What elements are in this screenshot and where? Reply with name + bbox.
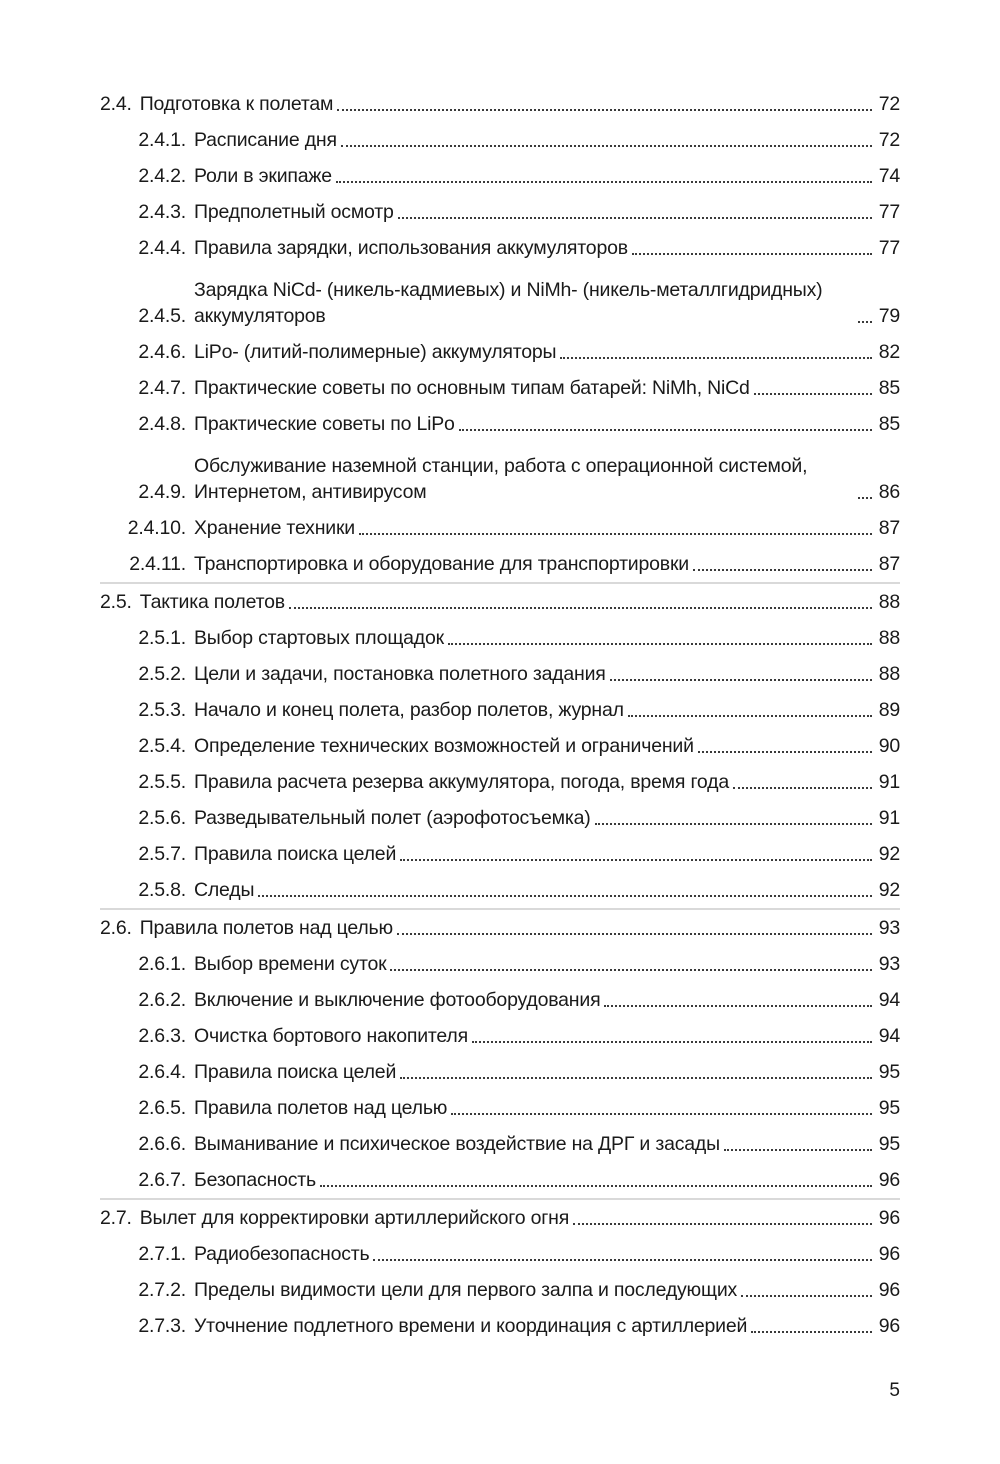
toc-dot-leader <box>560 357 872 359</box>
toc-entry-number: 2.5.7. <box>138 843 186 865</box>
toc-dot-leader <box>341 145 872 147</box>
toc-entry-page: 85 <box>878 413 900 435</box>
toc-entry-title: Хранение техники <box>194 517 355 539</box>
toc-dot-leader <box>398 217 872 219</box>
toc-entry-page: 96 <box>878 1169 900 1191</box>
toc-entry-page: 87 <box>878 517 900 539</box>
toc-entry-number: 2.6.6. <box>138 1133 186 1155</box>
toc-entry-title: LiPo- (литий-полимерные) аккумуляторы <box>194 341 557 363</box>
toc-entry-title: Выбор времени суток <box>194 953 387 975</box>
toc-entry-title: Уточнение подлетного времени и координация с артиллерией <box>194 1315 748 1337</box>
toc-dot-leader <box>733 787 872 789</box>
toc-dot-leader <box>320 1185 872 1187</box>
toc-entry-page: 72 <box>878 129 900 151</box>
toc-dot-leader <box>390 969 872 971</box>
toc-entry-title-wrap <box>194 987 878 1013</box>
toc-entry-page: 94 <box>878 989 900 1011</box>
toc-entry-title: Обслуживание наземной станции, работа с операционной системой, Интернетом, антивирусом <box>194 455 808 503</box>
toc-entry-title-wrap <box>194 1167 878 1193</box>
toc-entry-page: 90 <box>878 735 900 757</box>
toc-entry-number: 2.6.1. <box>138 953 186 975</box>
toc-dot-leader <box>741 1295 872 1297</box>
toc-entry-title: Практические советы по основным типам батарей: NiMh, NiCd <box>194 377 750 399</box>
toc-entry-title: Начало и конец полета, разбор полетов, журнал <box>194 699 624 721</box>
toc-entry-title: Вылет для корректировки артиллерийского огня <box>139 1207 570 1229</box>
toc-subsection-entry[interactable] <box>100 266 900 334</box>
toc-entry-title: Правила поиска целей <box>194 1061 397 1083</box>
toc-entry-page: 74 <box>878 165 900 187</box>
toc-subsection-entry[interactable] <box>100 836 900 872</box>
toc-entry-title: Цели и задачи, постановка полетного задания <box>194 663 606 685</box>
toc-dot-leader <box>698 751 872 753</box>
toc-entry-number: 2.6.4. <box>138 1061 186 1083</box>
toc-entry-number: 2.5.4. <box>138 735 186 757</box>
toc-entry-title-wrap <box>140 589 878 615</box>
toc-dot-leader <box>400 859 872 861</box>
toc-dot-leader <box>336 181 872 183</box>
toc-entry-title-wrap <box>194 199 878 225</box>
toc-entry-number: 2.5. <box>100 591 132 613</box>
toc-entry-number: 2.4.8. <box>138 413 186 435</box>
toc-section-entry[interactable] <box>100 582 900 620</box>
toc-entry-number: 2.4.1. <box>138 129 186 151</box>
toc-entry-title: Практические советы по LiPo <box>194 413 455 435</box>
toc-dot-leader <box>400 1077 872 1079</box>
toc-entry-number: 2.4.4. <box>138 237 186 259</box>
toc-entry-page: 91 <box>878 771 900 793</box>
toc-entry-title-wrap <box>194 163 878 189</box>
toc-entry-title-wrap <box>194 411 878 437</box>
toc-dot-leader <box>289 607 872 609</box>
toc-subsection-entry[interactable] <box>100 546 900 582</box>
toc-subsection-entry[interactable] <box>100 1090 900 1126</box>
toc-entry-number: 2.4.5. <box>138 305 186 327</box>
toc-subsection-entry[interactable] <box>100 946 900 982</box>
toc-entry-page: 91 <box>878 807 900 829</box>
toc-entry-title-wrap <box>194 551 878 577</box>
toc-entry-number: 2.4.7. <box>138 377 186 399</box>
toc-entry-number: 2.6. <box>100 917 132 939</box>
toc-entry-title-wrap <box>194 339 878 365</box>
toc-dot-leader <box>258 895 872 897</box>
toc-subsection-entry[interactable] <box>100 764 900 800</box>
toc-dot-leader <box>373 1259 872 1261</box>
toc-entry-number: 2.4. <box>100 93 132 115</box>
toc-entry-page: 89 <box>878 699 900 721</box>
toc-entry-title-wrap <box>194 733 878 759</box>
toc-entry-number: 2.7.3. <box>138 1315 186 1337</box>
toc-entry-title-wrap <box>194 127 878 153</box>
toc-entry-number: 2.5.1. <box>138 627 186 649</box>
toc-subsection-entry[interactable] <box>100 872 900 908</box>
toc-subsection-entry[interactable] <box>100 370 900 406</box>
toc-entry-number: 2.5.5. <box>138 771 186 793</box>
toc-entry-page: 86 <box>878 481 900 503</box>
toc-entry-number: 2.5.3. <box>138 699 186 721</box>
toc-entry-page: 88 <box>878 663 900 685</box>
toc-dot-leader <box>359 533 872 535</box>
toc-entry-number: 2.5.8. <box>138 879 186 901</box>
toc-dot-leader <box>397 933 872 935</box>
toc-entry-page: 96 <box>878 1279 900 1301</box>
toc-entry-title: Транспортировка и оборудование для транспортировки <box>194 553 689 575</box>
toc-entry-page: 79 <box>878 305 900 327</box>
toc-dot-leader <box>573 1223 872 1225</box>
toc-entry-title-wrap <box>194 375 878 401</box>
toc-dot-leader <box>604 1005 872 1007</box>
toc-subsection-entry[interactable] <box>100 158 900 194</box>
toc-entry-page: 92 <box>878 879 900 901</box>
toc-entry-page: 96 <box>878 1243 900 1265</box>
toc-entry-page: 92 <box>878 843 900 865</box>
toc-dot-leader <box>754 393 872 395</box>
toc-entry-page: 93 <box>878 953 900 975</box>
toc-entry-title: Правила полетов над целью <box>194 1097 448 1119</box>
toc-subsection-entry[interactable] <box>100 334 900 370</box>
toc-entry-number: 2.6.7. <box>138 1169 186 1191</box>
toc-subsection-entry[interactable] <box>100 406 900 442</box>
toc-entry-title: Радиобезопасность <box>194 1243 370 1265</box>
toc-section-entry[interactable] <box>100 908 900 946</box>
toc-entry-title-wrap <box>194 1277 878 1303</box>
toc-entry-page: 72 <box>878 93 900 115</box>
toc-dot-leader <box>337 109 872 111</box>
toc-dot-leader <box>472 1041 872 1043</box>
toc-entry-number: 2.6.3. <box>138 1025 186 1047</box>
toc-entry-title-wrap <box>194 841 878 867</box>
toc-entry-page: 88 <box>878 627 900 649</box>
toc-entry-number: 2.6.2. <box>138 989 186 1011</box>
toc-entry-page: 93 <box>878 917 900 939</box>
toc-dot-leader <box>448 643 872 645</box>
toc-entry-title-wrap <box>194 805 878 831</box>
toc-dot-leader <box>858 497 872 499</box>
toc-section-entry[interactable] <box>100 1198 900 1236</box>
toc-entry-title: Правила поиска целей <box>194 843 397 865</box>
toc-subsection-entry[interactable] <box>100 982 900 1018</box>
toc-dot-leader <box>693 569 872 571</box>
toc-entry-title: Определение технических возможностей и ограничений <box>194 735 694 757</box>
toc-entry-title: Роли в экипаже <box>194 165 332 187</box>
table-of-contents <box>100 86 900 1344</box>
toc-entry-title-wrap <box>194 697 878 723</box>
toc-dot-leader <box>632 253 872 255</box>
toc-dot-leader <box>858 321 872 323</box>
toc-entry-number: 2.5.6. <box>138 807 186 829</box>
toc-entry-title: Зарядка NiCd- (никель-кадмиевых) и NiMh- (никель-металлгидридных) аккумуляторов <box>194 279 823 327</box>
toc-entry-title-wrap <box>194 1241 878 1267</box>
toc-entry-number: 2.7. <box>100 1207 132 1229</box>
toc-entry-page: 77 <box>878 201 900 223</box>
toc-entry-number: 2.6.5. <box>138 1097 186 1119</box>
toc-entry-title-wrap <box>194 277 878 329</box>
toc-entry-title: Тактика полетов <box>139 591 285 613</box>
toc-entry-title: Безопасность <box>194 1169 316 1191</box>
toc-section-entry[interactable] <box>100 86 900 122</box>
toc-subsection-entry[interactable] <box>100 800 900 836</box>
toc-entry-title: Подготовка к полетам <box>139 93 334 115</box>
toc-entry-number: 2.7.2. <box>138 1279 186 1301</box>
toc-entry-page: 95 <box>878 1133 900 1155</box>
toc-dot-leader <box>724 1149 872 1151</box>
toc-entry-title: Очистка бортового накопителя <box>194 1025 468 1047</box>
toc-entry-title: Предполетный осмотр <box>194 201 394 223</box>
toc-subsection-entry[interactable] <box>100 656 900 692</box>
toc-subsection-entry[interactable] <box>100 1162 900 1198</box>
toc-dot-leader <box>751 1331 872 1333</box>
toc-subsection-entry[interactable] <box>100 442 900 510</box>
toc-entry-number: 2.4.6. <box>138 341 186 363</box>
toc-entry-title-wrap <box>194 1095 878 1121</box>
toc-entry-title: Правила полетов над целью <box>139 917 393 939</box>
toc-subsection-entry[interactable] <box>100 1018 900 1054</box>
toc-entry-title-wrap <box>194 951 878 977</box>
toc-dot-leader <box>451 1113 872 1115</box>
toc-entry-title: Следы <box>194 879 255 901</box>
toc-entry-title-wrap <box>140 915 878 941</box>
toc-entry-title-wrap <box>194 877 878 903</box>
toc-entry-page: 95 <box>878 1097 900 1119</box>
toc-subsection-entry[interactable] <box>100 620 900 656</box>
toc-entry-number: 2.7.1. <box>138 1243 186 1265</box>
toc-dot-leader <box>628 715 872 717</box>
toc-entry-page: 87 <box>878 553 900 575</box>
toc-entry-number: 2.4.11. <box>129 553 186 575</box>
page-number: 5 <box>889 1380 900 1401</box>
toc-subsection-entry[interactable] <box>100 692 900 728</box>
toc-entry-title: Выманивание и психическое воздействие на ДРГ и засады <box>194 1133 720 1155</box>
toc-entry-title: Выбор стартовых площадок <box>194 627 444 649</box>
toc-subsection-entry[interactable] <box>100 728 900 764</box>
toc-entry-title-wrap <box>194 1023 878 1049</box>
toc-entry-title: Правила расчета резерва аккумулятора, погода, время года <box>194 771 729 793</box>
toc-entry-page: 85 <box>878 377 900 399</box>
toc-entry-number: 2.5.2. <box>138 663 186 685</box>
toc-subsection-entry[interactable] <box>100 1126 900 1162</box>
toc-dot-leader <box>595 823 872 825</box>
toc-subsection-entry[interactable] <box>100 1272 900 1308</box>
toc-dot-leader <box>610 679 872 681</box>
toc-dot-leader <box>459 429 872 431</box>
toc-entry-number: 2.4.9. <box>138 481 186 503</box>
toc-entry-title-wrap <box>194 1313 878 1339</box>
toc-subsection-entry[interactable] <box>100 194 900 230</box>
toc-entry-title-wrap <box>194 453 878 505</box>
toc-entry-title-wrap <box>194 1131 878 1157</box>
toc-entry-page: 96 <box>878 1315 900 1337</box>
toc-entry-title-wrap <box>140 1205 878 1231</box>
toc-entry-title: Расписание дня <box>194 129 337 151</box>
toc-entry-title: Пределы видимости цели для первого залпа и последующих <box>194 1279 738 1301</box>
toc-entry-page: 96 <box>878 1207 900 1229</box>
toc-entry-title-wrap <box>194 515 878 541</box>
toc-entry-title-wrap <box>194 661 878 687</box>
toc-entry-title: Правила зарядки, использования аккумуляторов <box>194 237 628 259</box>
toc-entry-page: 94 <box>878 1025 900 1047</box>
toc-entry-number: 2.4.10. <box>127 517 186 539</box>
toc-entry-number: 2.4.3. <box>138 201 186 223</box>
toc-entry-title-wrap <box>194 235 878 261</box>
toc-entry-page: 77 <box>878 237 900 259</box>
toc-entry-page: 95 <box>878 1061 900 1083</box>
toc-entry-title-wrap <box>194 625 878 651</box>
toc-entry-page: 82 <box>878 341 900 363</box>
toc-entry-title-wrap <box>194 1059 878 1085</box>
toc-subsection-entry[interactable] <box>100 1236 900 1272</box>
toc-entry-title: Включение и выключение фотооборудования <box>194 989 601 1011</box>
toc-subsection-entry[interactable] <box>100 1308 900 1344</box>
toc-subsection-entry[interactable] <box>100 1054 900 1090</box>
toc-subsection-entry[interactable] <box>100 230 900 266</box>
toc-entry-title: Разведывательный полет (аэрофотосъемка) <box>194 807 591 829</box>
toc-entry-page: 88 <box>878 591 900 613</box>
toc-subsection-entry[interactable] <box>100 510 900 546</box>
toc-subsection-entry[interactable] <box>100 122 900 158</box>
toc-entry-title-wrap <box>140 91 878 117</box>
toc-entry-title-wrap <box>194 769 878 795</box>
toc-entry-number: 2.4.2. <box>138 165 186 187</box>
